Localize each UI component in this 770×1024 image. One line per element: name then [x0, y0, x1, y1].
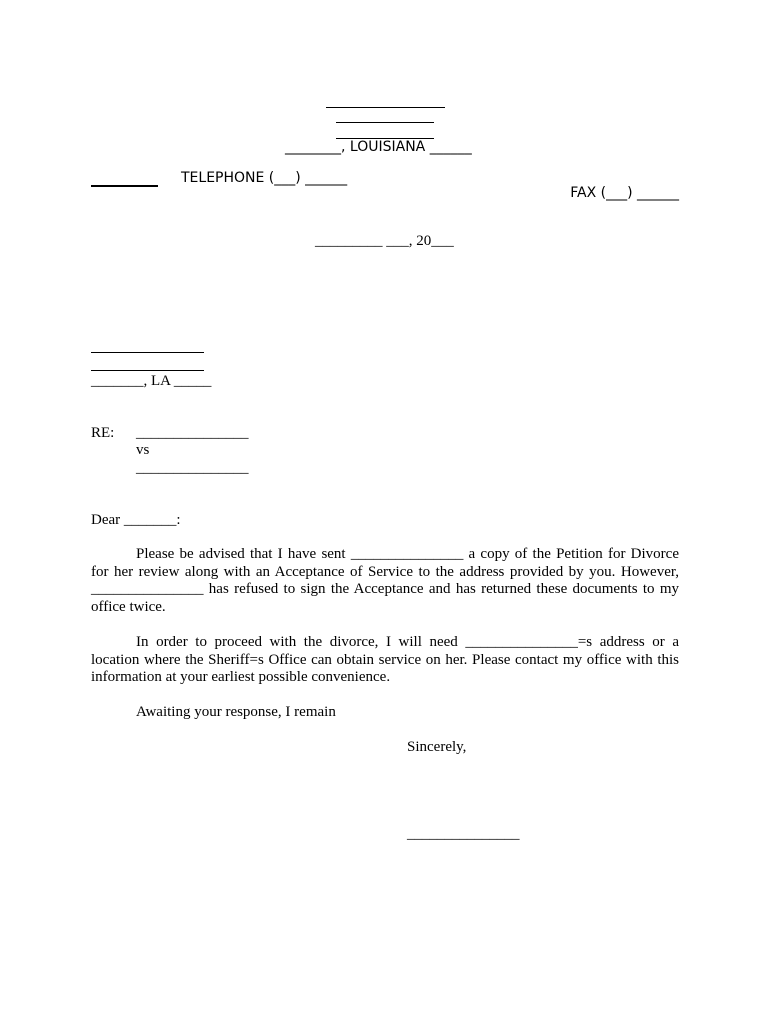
letterhead-telephone: TELEPHONE (___) ______ [181, 170, 348, 186]
letterhead-name-line [326, 107, 445, 108]
letterhead-left-line [91, 185, 158, 187]
re-party-2: _______________ [136, 460, 249, 476]
letterhead-address-line-1 [336, 122, 434, 123]
re-label: RE: [91, 425, 115, 441]
salutation: Dear _______: [91, 512, 181, 528]
letter-date: _________ ___, 20___ [315, 233, 454, 249]
body-paragraph-2: In order to proceed with the divorce, I will need _______________=s address or a location where the Sheriff=s Office can obtain service on her. Please contact my office with this information at your earliest possible convenience. [91, 634, 679, 685]
letterhead-fax: FAX (___) ______ [570, 185, 679, 201]
closing: Sincerely, [407, 739, 467, 755]
signature-line: _______________ [407, 826, 520, 842]
letterhead-city-state: ________, LOUISIANA ______ [285, 139, 472, 155]
body-paragraph-1: Please be advised that I have sent _______________ a copy of the Petition for Divorce for her review along with an Acceptance of Service to the address provided by you. However, _______________ has refused to sign the Acceptance and has returned these documents to my office twice. [91, 546, 679, 615]
recipient-city-state: _______, LA _____ [91, 373, 212, 389]
re-versus: vs [136, 442, 150, 458]
re-party-1: _______________ [136, 425, 249, 441]
recipient-line-1 [91, 352, 204, 353]
recipient-line-2 [91, 370, 204, 371]
body-paragraph-3: Awaiting your response, I remain [136, 704, 336, 720]
